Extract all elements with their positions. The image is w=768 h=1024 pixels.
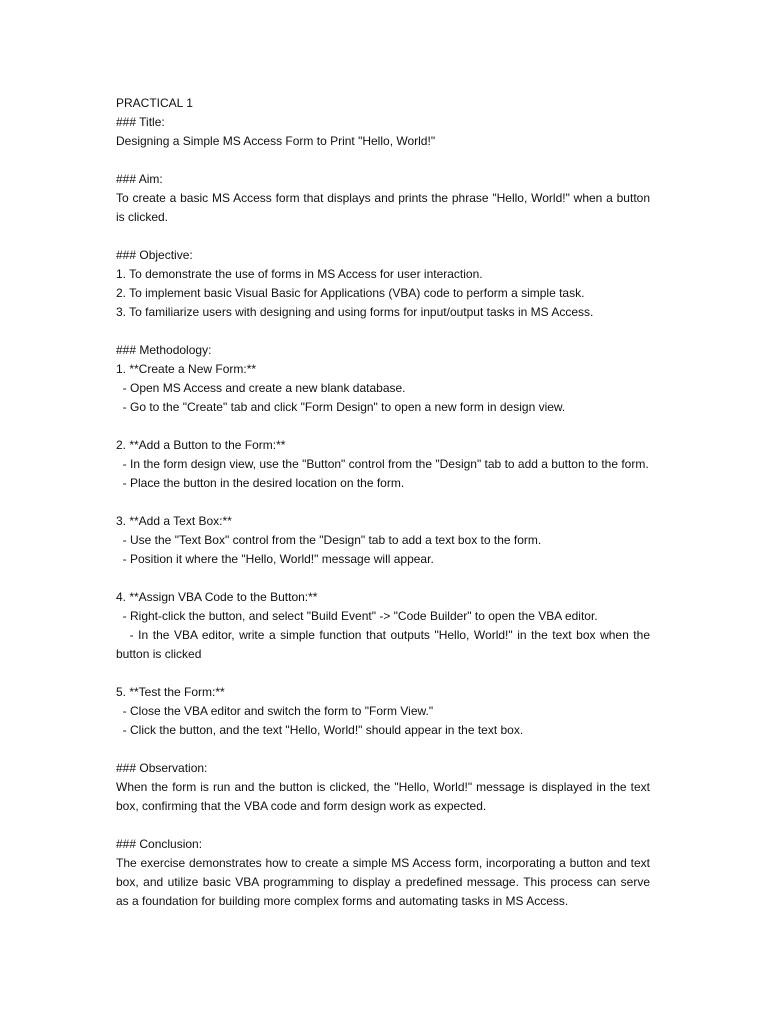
- step-heading: 1. **Create a New Form:**: [116, 362, 257, 376]
- step-item: - Position it where the "Hello, World!" message will appear.: [116, 552, 434, 566]
- step-heading: 2. **Add a Button to the Form:**: [116, 438, 286, 452]
- step-heading: 5. **Test the Form:**: [116, 685, 225, 699]
- title-text: Designing a Simple MS Access Form to Print "Hello, World!": [116, 134, 436, 148]
- step-item: - Close the VBA editor and switch the form to "Form View.": [116, 704, 434, 718]
- conclusion-text: The exercise demonstrates how to create a simple MS Access form, incorporating a button and text box, and utilize basic VBA programming to display a predefined message. This process can serve as a foundation for building more complex forms and automating tasks in MS Access.: [116, 856, 654, 908]
- step-item: - Go to the "Create" tab and click "Form Design" to open a new form in design view.: [116, 400, 566, 414]
- objective-item: 1. To demonstrate the use of forms in MS Access for user interaction.: [116, 267, 483, 281]
- objective-item: 3. To familiarize users with designing and using forms for input/output tasks in MS Access.: [116, 305, 594, 319]
- practical-label: PRACTICAL 1: [116, 96, 193, 110]
- objective-item: 2. To implement basic Visual Basic for Applications (VBA) code to perform a simple task.: [116, 286, 585, 300]
- step-item: - Open MS Access and create a new blank database.: [116, 381, 406, 395]
- title-heading: ### Title:: [116, 115, 165, 129]
- spacer: [116, 664, 650, 683]
- step-item: - In the VBA editor, write a simple function that outputs "Hello, World!" in the text box when the button is clicked: [116, 628, 654, 661]
- document-page: [116, 94, 654, 911]
- observation-text: When the form is run and the button is clicked, the "Hello, World!" message is displayed in the text box, confirming that the VBA code and form design work as expected.: [116, 780, 654, 813]
- spacer: [116, 151, 650, 170]
- step-item: - Right-click the button, and select "Build Event" -> "Code Builder" to open the VBA editor.: [116, 609, 598, 623]
- step-item: - Place the button in the desired location on the form.: [116, 476, 405, 490]
- spacer: [116, 816, 650, 835]
- step-item: - In the form design view, use the "Button" control from the "Design" tab to add a button to the form.: [116, 457, 649, 471]
- spacer: [116, 493, 650, 512]
- spacer: [116, 569, 650, 588]
- methodology-heading: ### Methodology:: [116, 343, 212, 357]
- step-item: - Click the button, and the text "Hello, World!" should appear in the text box.: [116, 723, 524, 737]
- spacer: [116, 227, 650, 246]
- step-item: - Use the "Text Box" control from the "Design" tab to add a text box to the form.: [116, 533, 542, 547]
- step-heading: 3. **Add a Text Box:**: [116, 514, 232, 528]
- spacer: [116, 322, 650, 341]
- spacer: [116, 417, 650, 436]
- aim-heading: ### Aim:: [116, 172, 163, 186]
- conclusion-heading: ### Conclusion:: [116, 837, 203, 851]
- step-heading: 4. **Assign VBA Code to the Button:**: [116, 590, 318, 604]
- spacer: [116, 740, 650, 759]
- objective-heading: ### Objective:: [116, 248, 193, 262]
- aim-text: To create a basic MS Access form that displays and prints the phrase "Hello, World!" when a button is clicked.: [116, 191, 654, 224]
- observation-heading: ### Observation:: [116, 761, 208, 775]
